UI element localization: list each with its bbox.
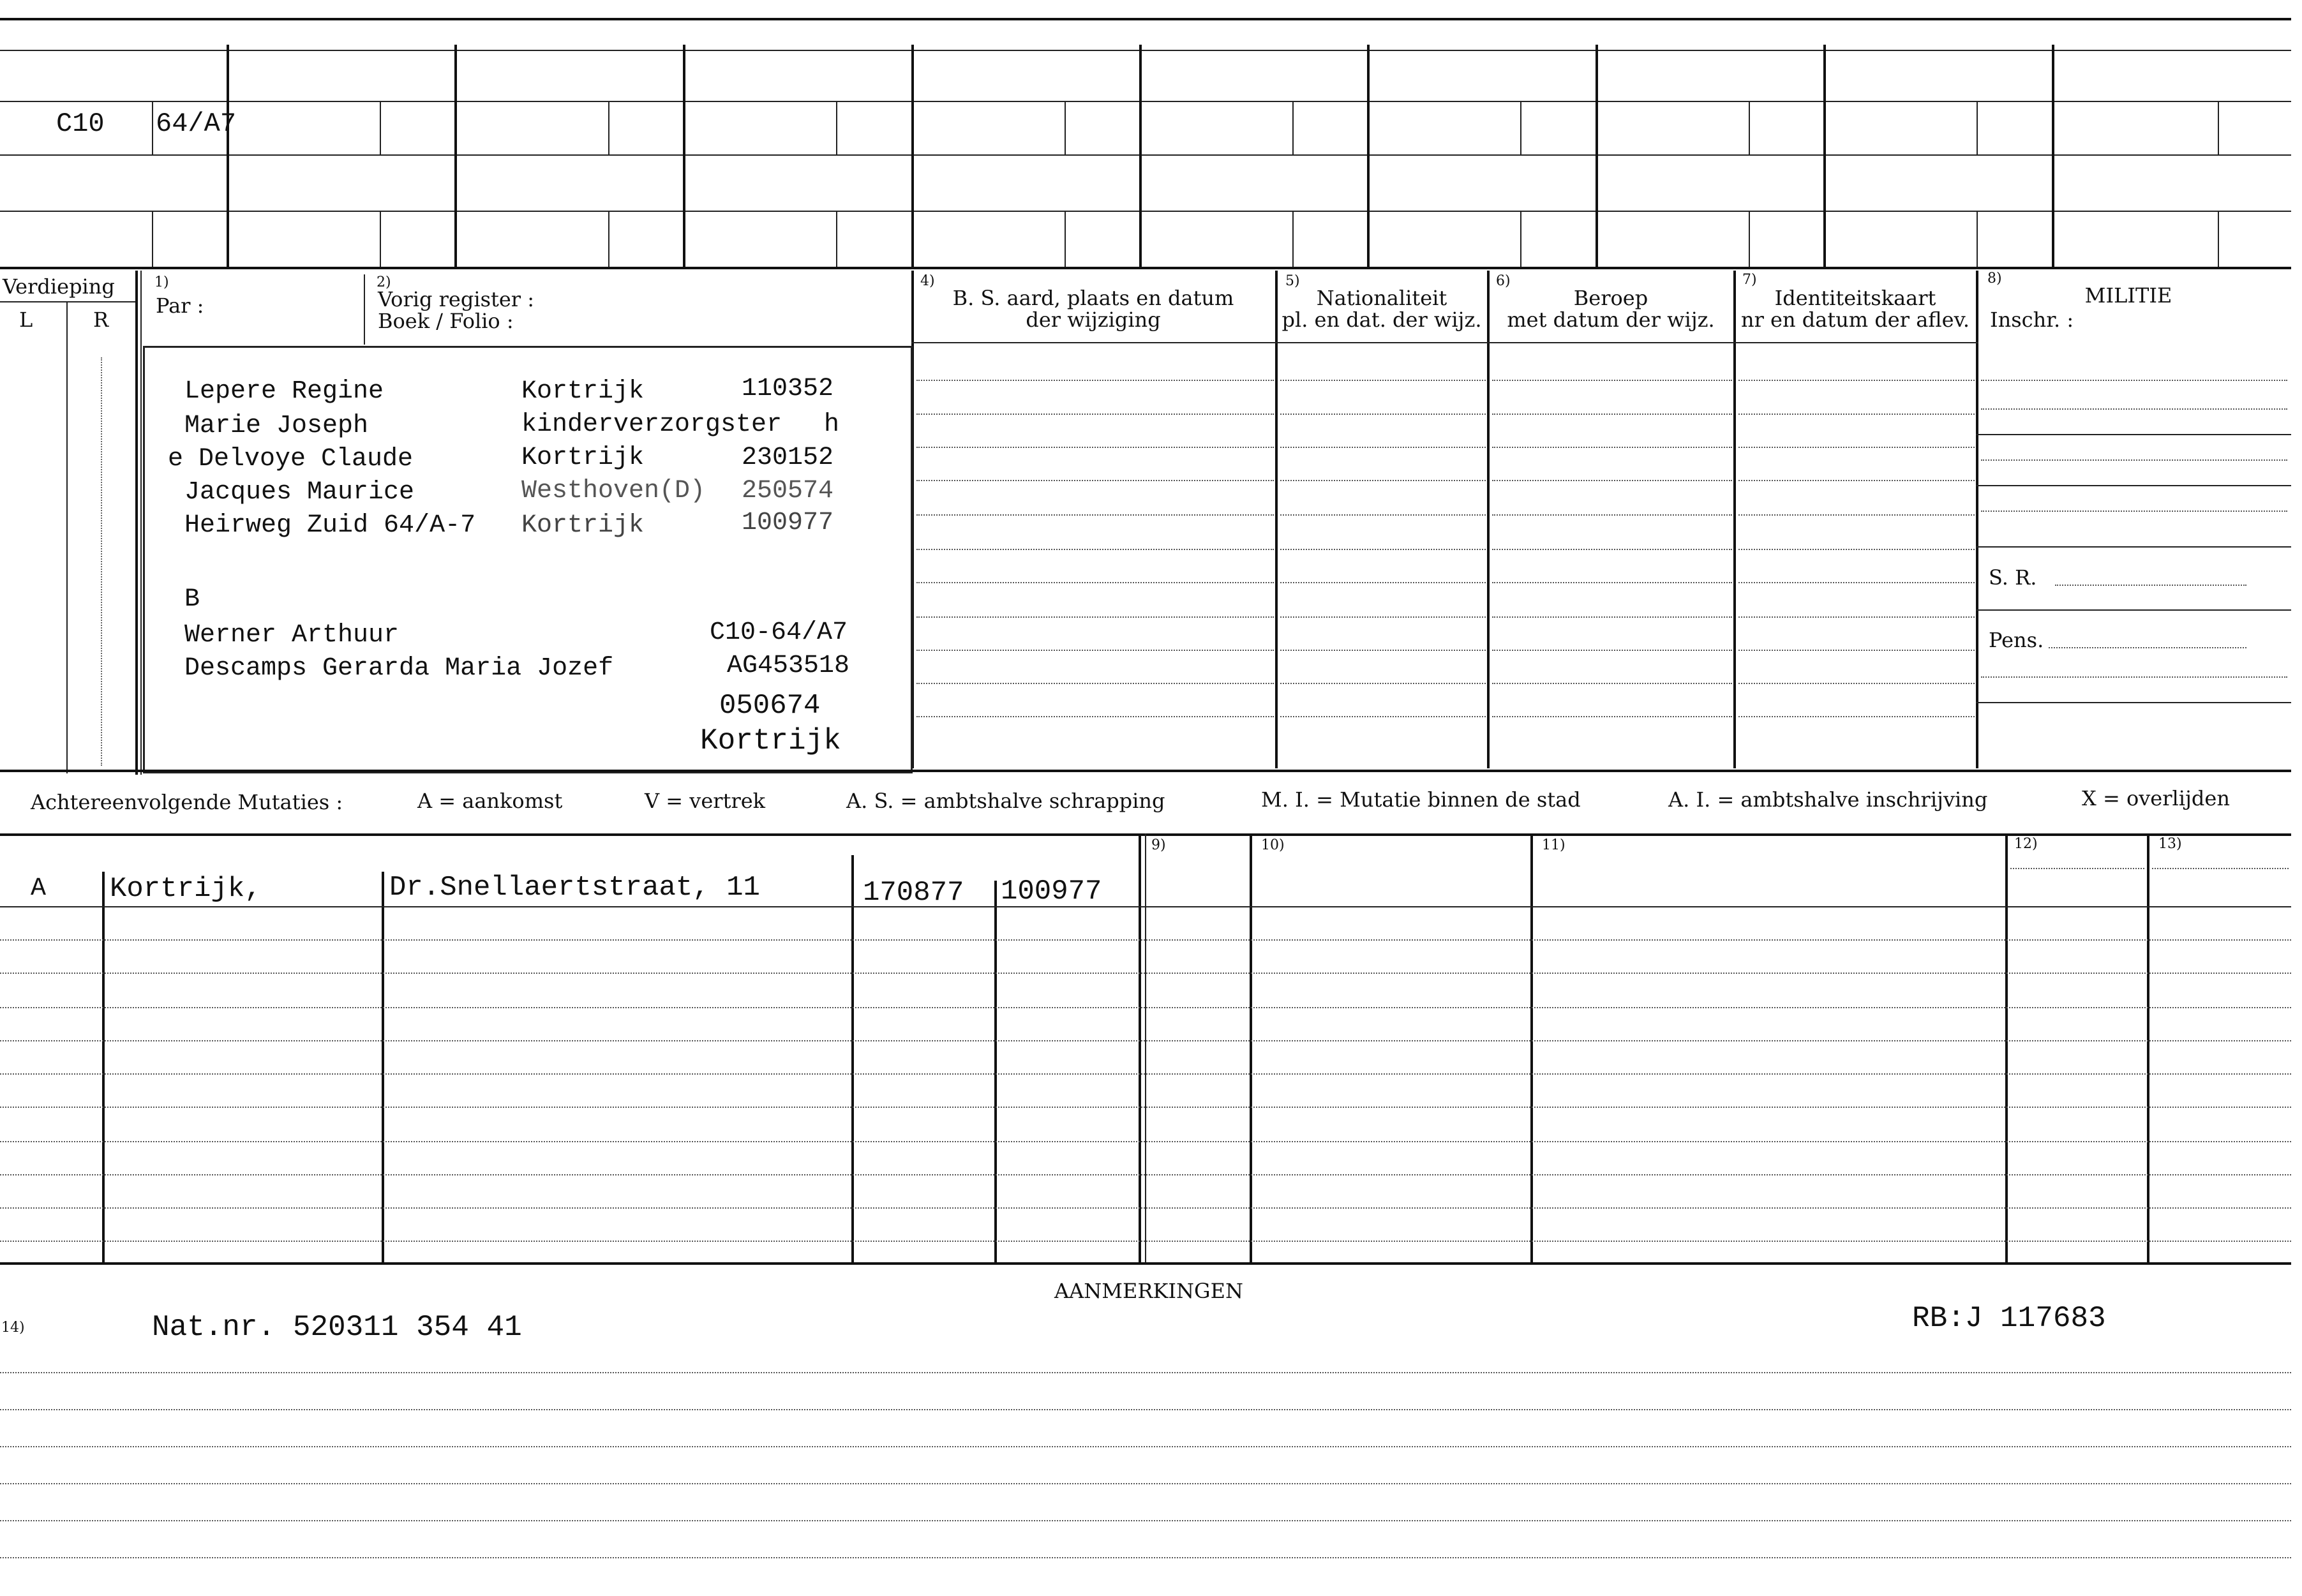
person-row-2-name: Marie Joseph (184, 412, 369, 440)
col6-number: 6) (1496, 273, 1511, 289)
person-row-4-place: Westhoven(D) (521, 477, 706, 505)
person-row-1-place: Kortrijk (521, 377, 645, 406)
code-64a7: 64/A7 (156, 108, 237, 139)
col1-number: 1) (154, 274, 169, 290)
person-row-3-name: e Delvoye Claude (168, 445, 414, 474)
par-label: Par : (156, 294, 204, 318)
person-row-5-name: Heirweg Zuid 64/A-7 (184, 511, 476, 540)
person-row-4-date: 250574 (742, 477, 834, 505)
beroep-label-1: Beroep (1573, 286, 1648, 310)
legend-overlijden: X = overlijden (2082, 786, 2230, 810)
col7-number: 7) (1742, 272, 1757, 288)
boek-folio-label: Boek / Folio : (378, 309, 514, 333)
bs-label-2: der wijziging (1026, 308, 1161, 332)
verdieping-label: Verdieping (3, 274, 115, 299)
legend-vertrek: V = vertrek (645, 789, 766, 813)
legend-ambtshalve-inschrijving: A. I. = ambtshalve inschrijving (1668, 787, 1988, 812)
person-row-5-place: Kortrijk (521, 511, 645, 540)
person-row-1-date: 110352 (742, 375, 834, 403)
person-row-2-place: kinderverzorgster (521, 410, 782, 439)
nat-nr: Nat.nr. 520311 354 41 (152, 1311, 522, 1344)
inschr-label: Inschr. : (1990, 308, 2074, 332)
person-row-3-date: 230152 (742, 444, 834, 472)
col11-number: 11) (1542, 837, 1566, 853)
vorig-register-label: Vorig register : (378, 287, 535, 311)
person-row-3-place: Kortrijk (521, 444, 645, 472)
person-b-label: B (184, 585, 200, 614)
beroep-label-2: met datum der wijz. (1507, 308, 1715, 332)
col5-number: 5) (1285, 273, 1300, 289)
col10-number: 10) (1261, 837, 1285, 853)
aanmerkingen-title: AANMERKINGEN (1054, 1279, 1243, 1303)
person-date-2: 050674 (719, 690, 821, 722)
militie-label: MILITIE (2084, 283, 2172, 308)
rb-number: RB:J 117683 (1912, 1302, 2106, 1335)
mutation-row-1-city: Kortrijk, (110, 873, 262, 905)
person-werner: Werner Arthuur (184, 621, 400, 650)
mutation-row-1-type: A (31, 874, 47, 903)
legend-aankomst: A = aankomst (417, 789, 563, 813)
mutation-row-1-date-2: 100977 (1001, 876, 1102, 907)
col4-number: 4) (920, 273, 935, 289)
sr-label: S. R. (1989, 565, 2037, 590)
mutation-row-1-address: Dr.Snellaertstraat, 11 (389, 872, 760, 904)
legend-mutatie-binnen-stad: M. I. = Mutatie binnen de stad (1261, 787, 1581, 812)
legend-title: Achtereenvolgende Mutaties : (31, 790, 343, 814)
identiteitskaart-label-2: nr en datum der aflev. (1740, 308, 1970, 332)
person-box (143, 346, 913, 773)
nationaliteit-label-2: pl. en dat. der wijz. (1282, 308, 1482, 332)
person-werner-code: C10-64/A7 (710, 618, 848, 647)
col13-number: 13) (2158, 836, 2182, 852)
remarks-number: 14) (1, 1320, 25, 1336)
nationaliteit-label-1: Nationaliteit (1316, 286, 1447, 310)
code-c10: C10 (56, 108, 105, 139)
legend-ambtshalve-schrapping: A. S. = ambtshalve schrapping (846, 789, 1165, 813)
pens-label: Pens. (1989, 628, 2044, 652)
mutation-row-1-date-1: 170877 (863, 877, 964, 909)
person-descamps: Descamps Gerarda Maria Jozef (184, 654, 614, 683)
col2-number: 2) (377, 274, 391, 290)
person-descamps-code: AG453518 (727, 652, 850, 680)
person-row-4-name: Jacques Maurice (184, 478, 415, 507)
person-row-2-date: h (824, 410, 840, 439)
identiteitskaart-label-1: Identiteitskaart (1774, 286, 1936, 310)
l-label: L (19, 308, 33, 332)
person-row-5-date: 100977 (742, 509, 834, 537)
r-label: R (93, 308, 109, 332)
col9-number: 9) (1151, 837, 1166, 853)
person-city-2: Kortrijk (700, 724, 841, 757)
person-row-1-name: Lepere Regine (184, 377, 384, 406)
col8-number: 8) (1987, 271, 2002, 287)
col12-number: 12) (2014, 836, 2038, 852)
bs-label-1: B. S. aard, plaats en datum (952, 286, 1234, 310)
